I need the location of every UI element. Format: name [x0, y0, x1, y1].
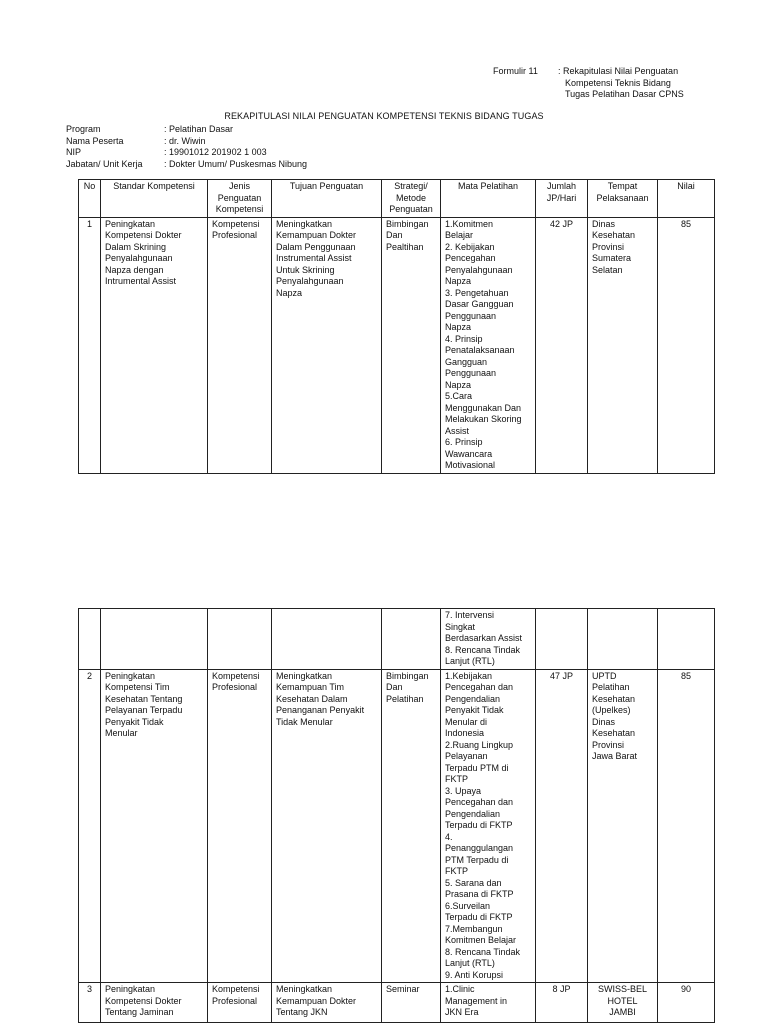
header-standar: Standar Kompetensi: [101, 180, 208, 218]
header-tujuan: Tujuan Penguatan: [272, 180, 382, 218]
info-row-program: [66, 124, 307, 136]
cell-jenis: Kompetensi Profesional: [208, 983, 272, 1023]
header-mata: Mata Pelatihan: [441, 180, 536, 218]
competency-table-page2: [78, 608, 715, 1023]
info-row-name: [66, 136, 307, 148]
cell-tujuan: Meningkatkan Kemampuan Dokter Tentang JKN: [272, 983, 382, 1023]
header-strategi: Strategi/ Metode Penguatan: [382, 180, 441, 218]
table-row: [79, 669, 715, 983]
cell-jumlah: [536, 609, 588, 670]
cell-tujuan: Meningkatkan Kemampuan Dokter Dalam Penggunaan Instrumental Assist Untuk Skrining Penyalahgunaan Napza: [272, 217, 382, 473]
cell-jumlah: 42 JP: [536, 217, 588, 473]
cell-mata: 1.Clinic Management in JKN Era: [441, 983, 536, 1023]
info-value: : Dokter Umum/ Puskesmas Nibung: [164, 158, 308, 169]
form-number-label: Formulir 11: [493, 66, 538, 76]
info-row-nip: [66, 147, 307, 159]
info-key: Nama Peserta: [66, 135, 124, 146]
info-row-unit: [66, 159, 307, 171]
table-row: [79, 217, 715, 473]
cell-nilai: 85: [658, 669, 715, 983]
form-description: [558, 66, 684, 101]
cell-strategi: Seminar: [382, 983, 441, 1023]
cell-jenis: Kompetensi Profesional: [208, 217, 272, 473]
info-key: Jabatan/ Unit Kerja: [66, 158, 143, 169]
header-jumlah: Jumlah JP/Hari: [536, 180, 588, 218]
form-description-line: Kompetensi Teknis Bidang: [565, 77, 671, 88]
cell-standar: Peningkatan Kompetensi Dokter Tentang Jaminan: [101, 983, 208, 1023]
cell-nilai: 90: [658, 983, 715, 1023]
cell-mata: 1.Kebijakan Pencegahan dan Pengendalian Penyakit Tidak Menular di Indonesia 2.Ruang Lingkup Pelayanan Terpadu PTM di FKTP 3. Upaya Pencegahan dan Pengendalian Terpadu di FKTP 4. Penanggulangan PTM Terpadu di FKTP 5. Sarana dan Prasana di FKTP 6.Surveilan Terpadu di FKTP 7.Membangun Komitmen Belajar 8. Rencana Tindak Lanjut (RTL) 9. Anti Korupsi: [441, 669, 536, 983]
cell-tempat: SWISS-BEL HOTEL JAMBI: [588, 983, 658, 1023]
cell-no: 3: [79, 983, 101, 1023]
cell-standar: Peningkatan Kompetensi Tim Kesehatan Tentang Pelayanan Terpadu Penyakit Tidak Menular: [101, 669, 208, 983]
cell-tempat: [588, 609, 658, 670]
cell-no: 1: [79, 217, 101, 473]
cell-mata: 7. Intervensi Singkat Berdasarkan Assist 8. Rencana Tindak Lanjut (RTL): [441, 609, 536, 670]
cell-strategi: Bimbingan Dan Pelatihan: [382, 669, 441, 983]
cell-strategi: Bimbingan Dan Pealtihan: [382, 217, 441, 473]
document-title: REKAPITULASI NILAI PENGUATAN KOMPETENSI TEKNIS BIDANG TUGAS: [224, 111, 544, 121]
cell-tempat: UPTD Pelatihan Kesehatan (Upelkes) Dinas Kesehatan Provinsi Jawa Barat: [588, 669, 658, 983]
cell-mata: 1.Komitmen Belajar 2. Kebijakan Pencegahan Penyalahgunaan Napza 3. Pengetahuan Dasar Gangguan Penggunaan Napza 4. Prinsip Penatalaksanaan Gangguan Penggunaan Napza 5.Cara Menggunakan Dan Melakukan Skoring Assist 6. Prinsip Wawancara Motivasional: [441, 217, 536, 473]
cell-tujuan: Meningkatkan Kemampuan Tim Kesehatan Dalam Penanganan Penyakit Tidak Menular: [272, 669, 382, 983]
cell-jenis: Kompetensi Profesional: [208, 669, 272, 983]
form-description-line: : Rekapitulasi Nilai Penguatan: [558, 66, 679, 76]
cell-jenis: [208, 609, 272, 670]
form-description-line: Tugas Pelatihan Dasar CPNS: [565, 89, 684, 99]
participant-info: [66, 124, 307, 170]
cell-jumlah: 47 JP: [536, 669, 588, 983]
cell-tujuan: [272, 609, 382, 670]
table-header-row: [79, 180, 715, 218]
competency-table-page1: [78, 179, 715, 474]
info-value: : Pelatihan Dasar: [164, 124, 234, 134]
table-row: [79, 983, 715, 1023]
cell-nilai: [658, 609, 715, 670]
table-row: [79, 609, 715, 670]
cell-no: 2: [79, 669, 101, 983]
cell-standar: Peningkatan Kompetensi Dokter Dalam Skrining Penyalahgunaan Napza dengan Intrumental Assist: [101, 217, 208, 473]
cell-no: [79, 609, 101, 670]
header-jenis: Jenis Penguatan Kompetensi: [208, 180, 272, 218]
info-key: Program: [66, 124, 101, 134]
header-tempat: Tempat Pelaksanaan: [588, 180, 658, 218]
header-nilai: Nilai: [658, 180, 715, 218]
info-key: NIP: [66, 147, 82, 157]
cell-standar: [101, 609, 208, 670]
info-value: : 19901012 201902 1 003: [164, 147, 267, 157]
cell-tempat: Dinas Kesehatan Provinsi Sumatera Selatan: [588, 217, 658, 473]
header-no: No: [79, 180, 101, 218]
cell-strategi: [382, 609, 441, 670]
cell-jumlah: 8 JP: [536, 983, 588, 1023]
info-value: : dr. Wiwin: [164, 135, 206, 146]
cell-nilai: 85: [658, 217, 715, 473]
